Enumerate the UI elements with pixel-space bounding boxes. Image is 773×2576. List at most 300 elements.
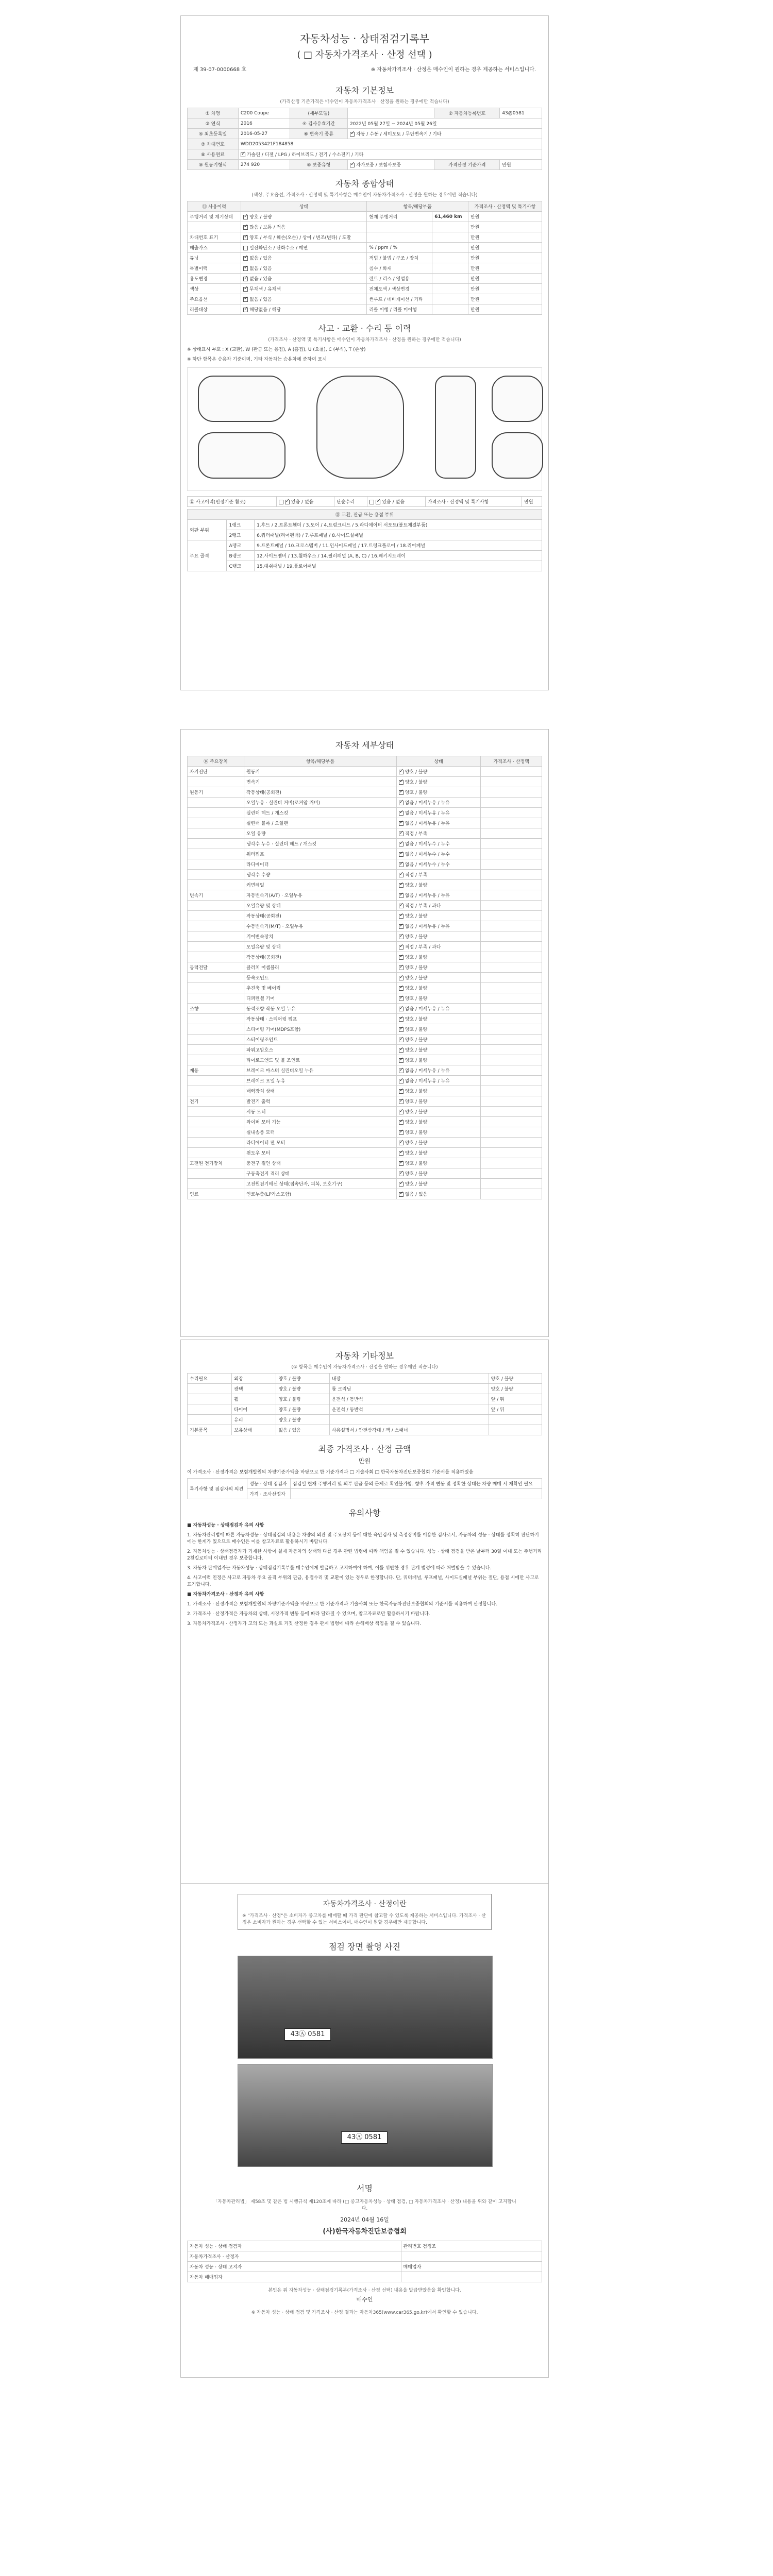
detail-row (188, 787, 542, 798)
checkbox[interactable] (399, 1099, 404, 1104)
item-value (432, 304, 468, 315)
item-text: 현재 주행거리 (367, 212, 432, 222)
checkbox[interactable] (399, 976, 404, 980)
checkbox[interactable] (399, 811, 404, 816)
notice-h1: ■ 자동차성능 · 상태점검자 유의 사항 (187, 1523, 264, 1528)
rank-grade: A랭크 (227, 540, 255, 551)
detail-row (188, 1035, 542, 1045)
plate-rear: 43Ⓐ 0581 (341, 2131, 388, 2144)
row-state (241, 304, 367, 315)
detail-row (188, 931, 542, 942)
checkbox[interactable] (350, 132, 355, 137)
detail-g (188, 1076, 244, 1086)
detail-text: 양호 / 불량 (405, 1058, 428, 1063)
detail-g (188, 808, 244, 818)
checkbox[interactable] (399, 1192, 404, 1197)
final-amount: 만원 (358, 1458, 371, 1465)
row-state (241, 263, 367, 274)
detail-text: 양호 / 불량 (405, 1017, 428, 1022)
detail-text: 오일유량 및 상태 (246, 904, 281, 909)
checkbox[interactable] (279, 500, 283, 504)
page-1 (180, 15, 549, 690)
detail-text: 조향 (190, 1007, 199, 1012)
detail-text: 등속조인트 (246, 976, 269, 981)
reg-no: 43@0581 (500, 108, 542, 118)
detail-text: 연료누출(LP가스포함) (246, 1192, 292, 1197)
detail-s (396, 942, 480, 952)
checkbox[interactable] (399, 945, 404, 950)
detail-price (481, 1127, 542, 1138)
doc-number: 39-07-0000668 (199, 67, 240, 73)
car-photo-rear (238, 2064, 493, 2167)
detail-text: 원동기 (246, 770, 260, 775)
etc-row (188, 1415, 542, 1425)
notice-p1: 1. 자동차관리법에 따른 자동차성능 · 상태점검의 내용은 차량의 외관 및 주요장치 등에 대한 육안검사 및 측정장비를 이용한 검사로서, 자동차의 성능 · 상태를 정확히 판단하기에는 한계가 있으므로 매수인은 이를 참고자료로 활용하시기 바랍니다. (187, 1533, 539, 1545)
detail-p (244, 818, 397, 828)
detail-text: 양호 / 불량 (405, 914, 428, 919)
detail-price (481, 1014, 542, 1024)
detail-s (396, 1189, 480, 1199)
signers-table (187, 2241, 542, 2282)
detail-p (244, 1117, 397, 1127)
checkbox[interactable] (399, 862, 404, 867)
checkbox[interactable] (399, 914, 404, 919)
car-name-label: ① 차명 (188, 108, 239, 118)
item-text: 렌트 / 리스 / 영업용 (367, 274, 432, 284)
detail-price (481, 1035, 542, 1045)
checkbox[interactable] (399, 893, 404, 898)
detail-g (188, 921, 244, 931)
detail-text: 오일 유량 (246, 832, 266, 837)
detail-g (188, 962, 244, 973)
detail-text: 자기진단 (190, 770, 208, 775)
row-label: 특별이력 (188, 263, 241, 274)
price-cell: 만원 (468, 243, 542, 253)
detail-text: 타이로드엔드 및 볼 조인트 (246, 1058, 300, 1063)
detail-text: 디퍼렌셜 기어 (246, 996, 275, 1002)
legend-accident: ⑫ 사고이력(인정기준 참조) (188, 497, 277, 507)
checkbox[interactable] (399, 1151, 404, 1156)
checkbox[interactable] (243, 235, 248, 240)
checkbox[interactable] (399, 1172, 404, 1176)
row-label: 색상 (188, 284, 241, 294)
detail-s (396, 828, 480, 839)
detail-g (188, 798, 244, 808)
group-outer: 외판 부위 (188, 520, 227, 540)
accident-note2: ※ 하단 항목은 승용차 기준이며, 기타 자동차는 승용차에 준하여 표시 (187, 357, 327, 362)
detail-text: 없음 / 미세누유 / 누유 (405, 1007, 450, 1012)
price-cell: 만원 (468, 274, 542, 284)
row-state (241, 212, 367, 222)
detail-s (396, 901, 480, 911)
row-state (241, 232, 367, 243)
detail-text: 양호 / 불량 (405, 1110, 428, 1115)
detail-text: 양호 / 불량 (405, 935, 428, 940)
etc-c: 내장 (329, 1374, 489, 1384)
detail-s (396, 983, 480, 993)
info-title: 자동차가격조사 · 산정이란 (323, 1900, 407, 1908)
row-state (241, 274, 367, 284)
detail-p (244, 1189, 397, 1199)
price-cell: 만원 (468, 212, 542, 222)
checkbox[interactable] (399, 790, 404, 795)
warranty-value: 자가보증 / 보험사보증 (356, 163, 401, 168)
detail-row (188, 859, 542, 870)
state-text: 양호 / 부식 / 훼손(오손) / 상이 / 변조(변타) / 도말 (249, 235, 351, 241)
checkbox[interactable] (376, 500, 380, 504)
detail-text: 수동변속기(M/T) · 오일누유 (246, 924, 304, 929)
detail-s (396, 1045, 480, 1055)
fuel-value: 가솔린 / 디젤 / LPG / 하이브리드 / 전기 / 수소전기 / 기타 (246, 152, 364, 158)
detail-s (396, 962, 480, 973)
checkbox[interactable] (285, 500, 290, 504)
checkbox[interactable] (399, 1141, 404, 1145)
detail-s (396, 1076, 480, 1086)
checkbox[interactable] (399, 1110, 404, 1114)
engine: 274 920 (238, 160, 290, 170)
detail-price (481, 962, 542, 973)
model-label: (세부모델) (290, 108, 347, 118)
detail-text: 스티어링 기어(MDPS포함) (246, 1027, 301, 1032)
detail-row (188, 921, 542, 931)
legend-accident-text: 있음 / 없음 (291, 500, 314, 505)
detail-text: 클러치 어셈블리 (246, 965, 279, 971)
appraiser-label: 가격 · 조사산정자 (247, 1489, 291, 1499)
sign-date: 2024년 04월 16일 (340, 2216, 389, 2223)
etc-row (188, 1384, 542, 1394)
detail-text: 양호 / 불량 (405, 1048, 428, 1053)
etc-g (188, 1394, 232, 1404)
accident-note1: ※ 상태표시 부호 : X (교환), W (판금 또는 용접), A (흠집), U (요철), C (부식), T (손상) (187, 347, 366, 352)
sign-consent: 본인은 위 자동차성능 · 상태점검기록부(가격조사 · 산정 선택) 내용을 발급받았음을 확인합니다. (268, 2288, 461, 2293)
detail-price (481, 1189, 542, 1199)
detail-g (188, 1138, 244, 1148)
notice-q3: 3. 자동차가격조사 · 산정자가 고의 또는 과실로 거짓 산정한 경우 관계 법령에 따라 손해배상 책임을 질 수 있습니다. (187, 1621, 422, 1626)
checkbox[interactable] (399, 883, 404, 888)
detail-text: 워터펌프 (246, 852, 264, 857)
detail-g (188, 1004, 244, 1014)
checkbox[interactable] (399, 873, 404, 877)
checkbox[interactable] (399, 1182, 404, 1187)
detail-text: 동력전달 (190, 965, 208, 971)
detail-row (188, 1168, 542, 1179)
signer-role: 자동차 매매업자 (188, 2272, 401, 2282)
detail-row (188, 1127, 542, 1138)
checkbox[interactable] (399, 842, 404, 846)
col-device: ⑭ 주요장치 (188, 756, 244, 767)
etc-a: 휠 (232, 1394, 276, 1404)
legend-repair-value (367, 497, 425, 507)
detail-text: 없음 / 미세누수 / 누수 (405, 842, 450, 847)
rank-items: 6.쿼터패널(리어펜더) / 7.루프패널 / 8.사이드실패널 (255, 530, 542, 540)
detail-text: 냉각수 누수 · 실린더 헤드 / 개스킷 (246, 842, 317, 847)
checkbox[interactable] (243, 256, 248, 261)
inspect-period: 2022년 05월 27일 ~ 2024년 05월 26일 (348, 118, 542, 129)
detail-text: 작동상태 · 스티어링 펌프 (246, 1017, 297, 1022)
detail-text: 시동 모터 (246, 1110, 266, 1115)
detail-text: 실내송풍 모터 (246, 1130, 275, 1136)
checkbox[interactable] (399, 801, 404, 805)
detail-p (244, 1158, 397, 1168)
item-value (432, 222, 468, 232)
detail-p (244, 1179, 397, 1189)
transmission-label: ⑥ 변속기 종류 (290, 129, 347, 139)
item-text: 썬루프 / 네비게이션 / 기타 (367, 294, 432, 304)
detail-title: 자동차 세부상태 (335, 740, 394, 750)
year-label: ③ 연식 (188, 118, 239, 129)
detail-price (481, 911, 542, 921)
notice-p4: 4. 사고이력 인정은 사고로 자동차 주요 골격 부위의 판금, 용접수리 및 교환이 있는 경우로 한정합니다. 단, 쿼터패널, 루프패널, 사이드실패널 부위는 절단, 용접 시에만 사고로 표기합니다. (187, 1575, 539, 1587)
checkbox[interactable] (399, 996, 404, 1001)
detail-p (244, 890, 397, 901)
photo-title: 점검 장면 촬영 사진 (329, 1942, 400, 1952)
car-side-left-2 (198, 432, 285, 479)
etc-title: 자동차 기타정보 (335, 1351, 394, 1361)
checkbox[interactable] (243, 308, 248, 312)
detail-text: 변속기 (246, 780, 260, 785)
checkbox[interactable] (399, 1069, 404, 1073)
etc-c: 운전석 / 동반석 (329, 1394, 489, 1404)
detail-g (188, 880, 244, 890)
detail-row (188, 1148, 542, 1158)
overall-title: 자동차 종합상태 (335, 179, 394, 189)
etc-d: 앞 / 뒤 (489, 1404, 542, 1415)
detail-s (396, 849, 480, 859)
detail-text: 오일누유 · 실린더 커버(로커암 커버) (246, 801, 321, 806)
detail-row (188, 890, 542, 901)
detail-text: 동력조향 작동 오일 누유 (246, 1007, 296, 1012)
detail-price (481, 921, 542, 931)
detail-s (396, 890, 480, 901)
detail-text: 양호 / 불량 (405, 770, 428, 775)
detail-row (188, 1014, 542, 1024)
etc-g (188, 1404, 232, 1415)
car-side-right-2 (492, 432, 543, 479)
col-price: 가격조사 · 산정액 및 특기사항 (468, 201, 542, 212)
detail-price (481, 808, 542, 818)
checkbox[interactable] (399, 832, 404, 836)
notice-p2: 2. 자동차성능 · 상태점검자가 기재한 사항이 실제 자동차의 상태와 다를 경우 관련 법령에 따라 책임을 질 수 있습니다. 성능 · 상태 점검을 받은 날부터 30일 이내 또는 주행거리 2천킬로미터 이내인 경우 보증합니다. (187, 1549, 542, 1561)
detail-text: 제동 (190, 1069, 199, 1074)
col-state: 상태 (396, 756, 480, 767)
detail-p (244, 911, 397, 921)
car-side-left (198, 376, 285, 422)
checkbox[interactable] (399, 1079, 404, 1083)
checkbox[interactable] (399, 1007, 404, 1011)
detail-row (188, 983, 542, 993)
signer-role: 자동차 성능 · 상태 점검자 (188, 2241, 401, 2251)
detail-g (188, 911, 244, 921)
detail-p (244, 1004, 397, 1014)
detail-row (188, 880, 542, 890)
detail-text: 브레이크 오일 누유 (246, 1079, 285, 1084)
vin-label: ⑦ 차대번호 (188, 139, 239, 149)
detail-row (188, 993, 542, 1004)
detail-p (244, 839, 397, 849)
plate-front: 43Ⓐ 0581 (284, 2028, 331, 2041)
detail-s (396, 839, 480, 849)
checkbox[interactable] (243, 225, 248, 230)
detail-price (481, 1055, 542, 1065)
price-cell: 만원 (468, 284, 542, 294)
detail-p (244, 1035, 397, 1045)
detail-row (188, 911, 542, 921)
car-photo-front (238, 1956, 493, 2059)
state-text: 없음 / 있음 (249, 297, 272, 302)
group-main: 주요 골격 (188, 540, 227, 571)
checkbox[interactable] (399, 1027, 404, 1032)
checkbox[interactable] (399, 1130, 404, 1135)
signer-role: 자동차가격조사 · 산정자 (188, 2251, 401, 2262)
detail-price (481, 901, 542, 911)
fuel (238, 149, 542, 160)
parts-header: ⑬ 교환, 판금 또는 용접 부위 (188, 510, 542, 520)
checkbox[interactable] (241, 152, 245, 157)
etc-d (489, 1425, 542, 1435)
overall-table (187, 201, 542, 315)
etc-b: 없음 / 있음 (276, 1425, 329, 1435)
checkbox[interactable] (399, 955, 404, 960)
checkbox[interactable] (399, 1058, 404, 1063)
etc-a: 외장 (232, 1374, 276, 1384)
detail-text: 양호 / 불량 (405, 1172, 428, 1177)
detail-text: 없음 / 미세누수 / 누수 (405, 862, 450, 868)
detail-g (188, 983, 244, 993)
item-value (432, 263, 468, 274)
detail-g (188, 993, 244, 1004)
checkbox[interactable] (399, 852, 404, 857)
detail-price (481, 787, 542, 798)
detail-price (481, 1086, 542, 1096)
signer-role: 자동차 성능 · 상태 고지자 (188, 2262, 401, 2272)
detail-text: 양호 / 불량 (405, 976, 428, 981)
item-value (432, 232, 468, 243)
detail-text: 없음 / 있음 (405, 1192, 428, 1197)
detail-g (188, 1189, 244, 1199)
detail-text: 양호 / 불량 (405, 1151, 428, 1156)
detail-s (396, 952, 480, 962)
detail-text: 작동상태(공회전) (246, 955, 281, 960)
item-value (432, 274, 468, 284)
detail-text: 라디에이터 (246, 862, 269, 868)
state-text: 없음 / 있음 (249, 277, 272, 282)
detail-p (244, 828, 397, 839)
checkbox[interactable] (369, 500, 374, 504)
doc-subtitle: ( □ 자동차가격조사 · 산정 선택 ) (297, 49, 432, 60)
checkbox[interactable] (243, 266, 248, 271)
car-name: C200 Coupe (238, 108, 290, 118)
etc-d: 양호 / 불량 (489, 1384, 542, 1394)
detail-g (188, 1148, 244, 1158)
etc-g: 기본품목 (188, 1425, 232, 1435)
warranty-label: ⑩ 보증유형 (290, 160, 347, 170)
detail-row (188, 1065, 542, 1076)
detail-text: 적정 / 부족 / 과다 (405, 945, 441, 950)
detail-p (244, 1065, 397, 1076)
col-usage: ⑪ 사용이력 (188, 201, 241, 212)
inspector-label: 성능 · 상태 점검자 (247, 1479, 291, 1489)
detail-s (396, 921, 480, 931)
detail-g (188, 1055, 244, 1065)
checkbox[interactable] (399, 935, 404, 939)
checkbox[interactable] (399, 1089, 404, 1094)
checkbox[interactable] (399, 924, 404, 929)
detail-p (244, 1148, 397, 1158)
checkbox[interactable] (243, 215, 248, 219)
detail-g (188, 818, 244, 828)
detail-text: 와이퍼 모터 기능 (246, 1120, 281, 1125)
rank-grade: B랭크 (227, 551, 255, 561)
detail-s (396, 1024, 480, 1035)
item-value (432, 294, 468, 304)
detail-s (396, 973, 480, 983)
detail-g (188, 1014, 244, 1024)
col-item: 항목/해당부품 (367, 201, 468, 212)
reg-no-label: ② 자동차등록번호 (434, 108, 500, 118)
checkbox[interactable] (399, 965, 404, 970)
checkbox[interactable] (350, 163, 355, 167)
state-text: 많음 / 보통 / 적음 (249, 225, 285, 230)
detail-price (481, 993, 542, 1004)
detail-row (188, 1138, 542, 1148)
etc-d: 앞 / 뒤 (489, 1394, 542, 1404)
first-reg: 2016-05-27 (238, 129, 290, 139)
detail-s (396, 1158, 480, 1168)
item-value (432, 243, 468, 253)
detail-price (481, 818, 542, 828)
detail-text: 양호 / 불량 (405, 883, 428, 888)
checkbox[interactable] (399, 770, 404, 774)
detail-text: 전기 (190, 1099, 199, 1105)
state-text: 일산화탄소 / 탄화수소 / 매연 (249, 246, 308, 251)
notice-title: 유의사항 (348, 1508, 381, 1518)
etc-row (188, 1425, 542, 1435)
detail-text: 연료 (190, 1192, 199, 1197)
detail-text: 양호 / 불량 (405, 1141, 428, 1146)
checkbox[interactable] (243, 287, 248, 292)
detail-g (188, 870, 244, 880)
detail-price (481, 839, 542, 849)
checkbox[interactable] (243, 246, 248, 250)
price-cell: 만원 (468, 263, 542, 274)
detail-text: 추진축 및 베어링 (246, 986, 281, 991)
checkbox[interactable] (399, 986, 404, 991)
checkbox[interactable] (399, 1161, 404, 1166)
detail-row (188, 1055, 542, 1065)
checkbox[interactable] (399, 1017, 404, 1022)
checkbox[interactable] (399, 1120, 404, 1125)
detail-text: 적정 / 부족 / 과다 (405, 904, 441, 909)
detail-p (244, 1138, 397, 1148)
detail-g (188, 890, 244, 901)
detail-g (188, 1045, 244, 1055)
checkbox[interactable] (399, 1038, 404, 1042)
checkbox[interactable] (243, 297, 248, 302)
detail-p (244, 1086, 397, 1096)
item-text (367, 232, 432, 243)
col-price: 가격조사 · 산정액 (481, 756, 542, 767)
detail-s (396, 1055, 480, 1065)
transmission-value: 자동 / 수동 / 세미오토 / 무단변속기 / 기타 (356, 132, 442, 137)
checkbox[interactable] (243, 277, 248, 281)
checkbox[interactable] (399, 821, 404, 826)
checkbox[interactable] (399, 904, 404, 908)
etc-row (188, 1404, 542, 1415)
checkbox[interactable] (399, 780, 404, 785)
detail-text: 양호 / 불량 (405, 996, 428, 1002)
checkbox[interactable] (399, 1048, 404, 1053)
detail-g (188, 849, 244, 859)
